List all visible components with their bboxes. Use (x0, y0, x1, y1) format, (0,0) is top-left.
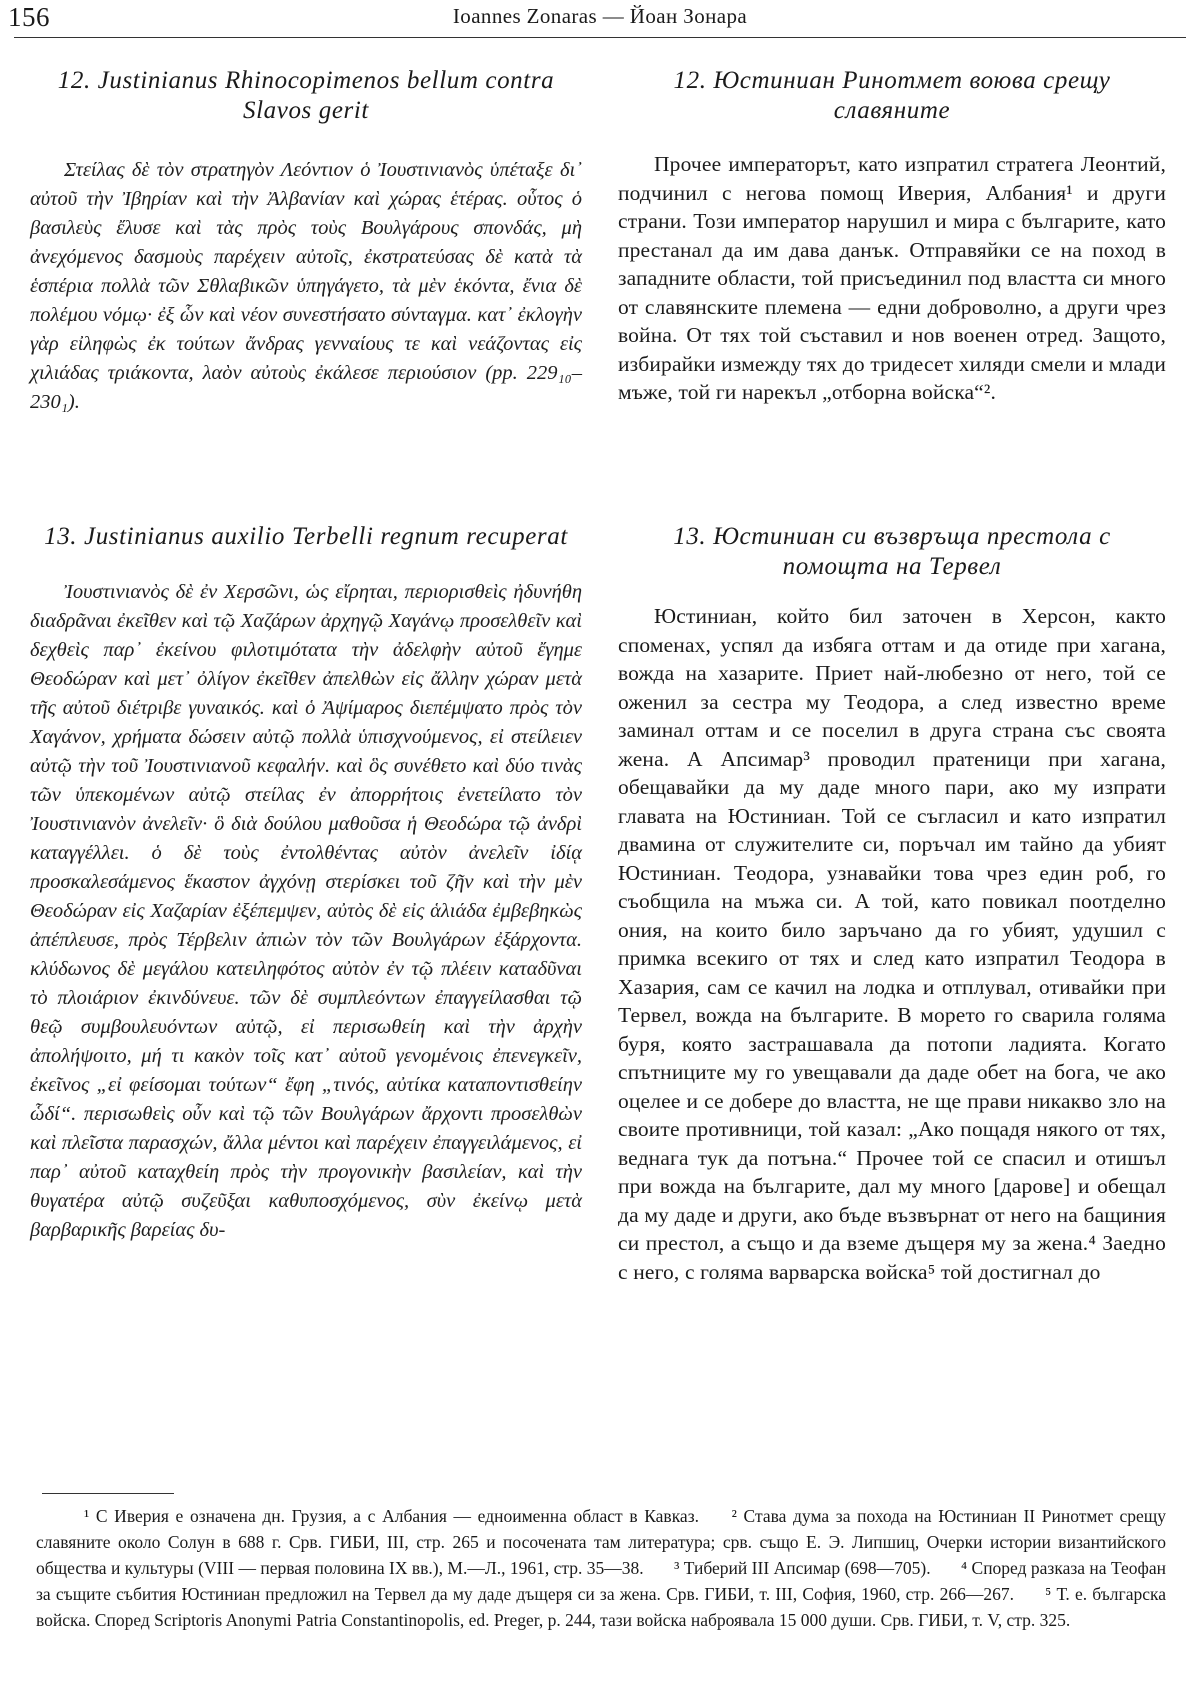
section-12-latin-column (30, 66, 582, 417)
footnote-1: ¹ С Иверия е означена дн. Грузия, а с Албания — едноименна област в Кавказ. (84, 1506, 699, 1526)
footnote-2: ² Става дума за похода на Юстиниан II Ринотмет срещу славяните около Солун в 688 г. Срв. ГИБИ, III, стр. 265 и посочената там литература; срв. също Е. Э. Липшиц, Очерки истории византийского общества и культуры (VIII — первая половина IX вв.), М.—Л., 1961, стр. 35—38. (36, 1506, 1167, 1578)
section-13-bulgarian-column (618, 522, 1166, 1286)
section-12-latin-title: 12. Justinianus Rhinocopimenos bellum contra Slavos gerit (57, 67, 555, 124)
footnote-4: ⁴ Според разказа на Теофан за същите събития Юстиниан предложил на Тервел да му даде дъщеря си за жена. Срв. ГИБИ, т. III, София, 1960, стр. 266—267. (36, 1558, 1166, 1604)
section-12-bulgarian-column (618, 66, 1166, 407)
section-13-latin-column (30, 522, 582, 1245)
section-12-bulgarian-title: 12. Юстиниан Ринотмет воюва срещу славяните (673, 67, 1111, 124)
section-13-bulgarian-title: 13. Юстиниан си възвръща престола с помощта на Тервел (673, 523, 1111, 580)
footnote-5: ⁵ Т. е. българска войска. Според Scriptoris Anonymi Patria Constantinopolis, ed. Preger, p. 244, тази войска наброявала 15 000 души. Срв. ГИБИ, т. V, стр. 325. (36, 1584, 1167, 1630)
section-12-greek-text: Στείλας δὲ τὸν στρατηγὸν Λεόντιον ὁ Ἰουστινιανὸς ὑπέταξε δι᾽ αὐτοῦ τὴν Ἰβηρίαν καὶ τὴν Ἀλβανίαν καὶ χώρας ἑτέρας. οὗτος ὁ βασιλεὺς ἔλυσε καὶ τὰς πρὸς τοὺς Βουλγάρους σπονδάς, μὴ ἀνεχόμενος δασμοὺς παρέχειν αὐτοῖς, ἐκστρατεύσας δὲ κατὰ τὰ ἑσπέρια πολλὰ τῶν Σθλαβικῶν ὑπηγάγετο, τὰ μὲν ἑκόντα, ἔνια δὲ πολέμου νόμῳ· ἐξ ὧν καὶ νέον συνεστήσατο σύνταγμα. κατ᾽ ἐκλογὴν γὰρ εἰληφὼς ἐκ τούτων ἄνδρας γενναίους τε καὶ νεάζοντας εἰς χιλιάδας τριάκοντα, λαὸν αὐτοὺς ἐκάλεσε περιούσιον (pp. 229₁₀–230₁). (30, 159, 582, 413)
header-rule (14, 37, 1186, 38)
section-12-bulgarian-text: Прочее императорът, като изпратил стратега Леонтий, подчинил с негова помощ Иверия, Албания¹ и други страни. Този император нарушил и мира с българите, като престанал да им дава данък. Отправяйки се на поход в западните области, той присъединил под властта си много от славянските племена — едни доброволно, а други чрез война. От тях той съставил и нов военен отред. Защото, избирайки измежду тях до тридесет хиляди смели и млади мъже, той ги нарекъл „отборна войска“². (618, 152, 1166, 404)
running-title: Ioannes Zonaras — Йоан Зонара (452, 4, 748, 28)
footnote-3: ³ Тиберий III Апсимар (698—705). (674, 1558, 931, 1578)
page-number: 156 (8, 2, 50, 32)
section-13-bulgarian-text: Юстиниан, който бил заточен в Херсон, както споменах, успял да избяга оттам и да отиде при хагана, вожда на хазарите. Приет най-любезно от него, той се оженил за сестра му Теодора, а след известно време заминал оттам и се поселил в друга страна със своята жена. А Апсимар³ проводил пратеници при хагана, обещавайки да му даде много пари, ако му изпрати главата на Юстиниан. Той се съгласил и като изпратил двамина от служителите си, поръчал им тайно да убият Юстиниан. Теодора, узнавайки това чрез един роб, го съобщила на мъжа си. А той, като повикал поотделно ония, на които било заръчано да го убият, удушил с примка всекиго от тях и след като изпратил Теодора в Хазария, сам се качил на лодка и отплувал, отивайки при Тервел, вожда на българите. В морето го сварила голяма буря, която застрашавала да потопи ладията. Когато спътниците му го увещавали да даде обет на бога, че ако оцелее и се добере до властта, не ще прави никакво зло на своите противници, той казал: „Ако пощадя някого от тях, веднага тук да потъна.“ Прочее той се спасил и отишъл при вожда на българите, дал му много [дарове] и обещал да му даде и други, ако бъде възвърнат от него на бащиния си престол, а също и да вземе дъщеря му за жена.⁴ Заедно с него, с голяма варварска войска⁵ той достигнал до (618, 604, 1166, 1284)
page-header (0, 0, 1200, 40)
section-13-latin-title: 13. Justinianus auxilio Terbelli regnum recuperat (44, 523, 568, 550)
section-13-greek-text: Ἰουστινιανὸς δὲ ἐν Χερσῶνι, ὡς εἴρηται, περιορισθεὶς ἠδυνήθη διαδρᾶναι ἐκεῖθεν καὶ τῷ Χαζάρων ἀρχηγῷ Χαγάνῳ προσελθεῖν καὶ δεχθεὶς παρ᾽ ἐκείνου φιλοτιμότατα τὴν ἀδελφὴν αὐτοῦ ἔγημε Θεοδώραν καὶ μετ᾽ ὀλίγον ἐκεῖθεν ἀπελθὼν εἰς ἄλλην χώραν μετὰ τῆς αὐτοῦ διέτριβε γυναικός. καὶ ὁ Ἀψίμαρος διεπέμψατο πρὸς τὸν Χαγάνον, χρήματα δώσειν αὐτῷ πολλὰ ὑπισχνούμενος, εἰ στείλειεν αὐτῷ τὴν τοῦ Ἰουστινιανοῦ κεφαλήν. καὶ ὃς συνέθετο καὶ δύο τινὰς τῶν ὑπεκομένων αὐτῷ στείλας ἐν ἀπορρήτοις ἐνετείλατο τὸν Ἰουστινιανὸν ἀνελεῖν· ὃ διὰ δούλου μαθοῦσα ἡ Θεοδώρα τῷ ἀνδρὶ καταγγέλλει. ὁ δὲ τοὺς ἐντολθέντας αὐτὸν ἀνελεῖν ἰδίᾳ προσκαλεσάμενος ἕκαστον ἀγχόνῃ στερίσκει τοῦ ζῆν καὶ τὴν μὲν Θεοδώραν εἰς Χαζαρίαν ἐξέπεμψεν, αὐτὸς δὲ εἰς ἁλιάδα ἐμβεβηκὼς ἀπέπλευσε, πρὸς Τέρβελιν ἀπιὼν τὸν τῶν Βουλγάρων ἐξάρχοντα. κλύδωνος δὲ μεγάλου κατειληφότος αὐτὸν ἐν τῷ πλέειν καταδῦναι τὸ πλοιάριον ἐκινδύνευε. τῶν δὲ συμπλεόντων ἐπαγγείλασθαι τῷ θεῷ συμβουλευόντων αὐτῷ, εἰ περισωθείη καὶ τὴν ἀρχὴν ἀπολήψοιτο, μή τι κακὸν τοῖς κατ᾽ αὐτοῦ γενομένοις ἐπενεγκεῖν, ἐκεῖνος „εἰ φείσομαι τούτων“ ἔφη „τινός, αὐτίκα καταποντισθείην ὧδί“. περισωθεὶς οὖν καὶ τῷ τῶν Βουλγάρων ἄρχοντι προσελθὼν καὶ πλεῖστα παρασχών, ἄλλα μέντοι καὶ παρέχειν ἐπαγγειλάμενος, εἰ παρ᾽ αὐτοῦ καταχθείη πρὸς τὴν προγονικὴν βασιλείαν, καὶ τὴν θυγατέρα αὐτῷ συζεῦξαι καθυποσχόμενος, σὺν ἐκείνῳ μετὰ βαρβαρικῆς βαρείας δυ- (30, 581, 582, 1241)
footnotes (36, 1503, 1166, 1633)
footnote-rule (42, 1493, 174, 1494)
